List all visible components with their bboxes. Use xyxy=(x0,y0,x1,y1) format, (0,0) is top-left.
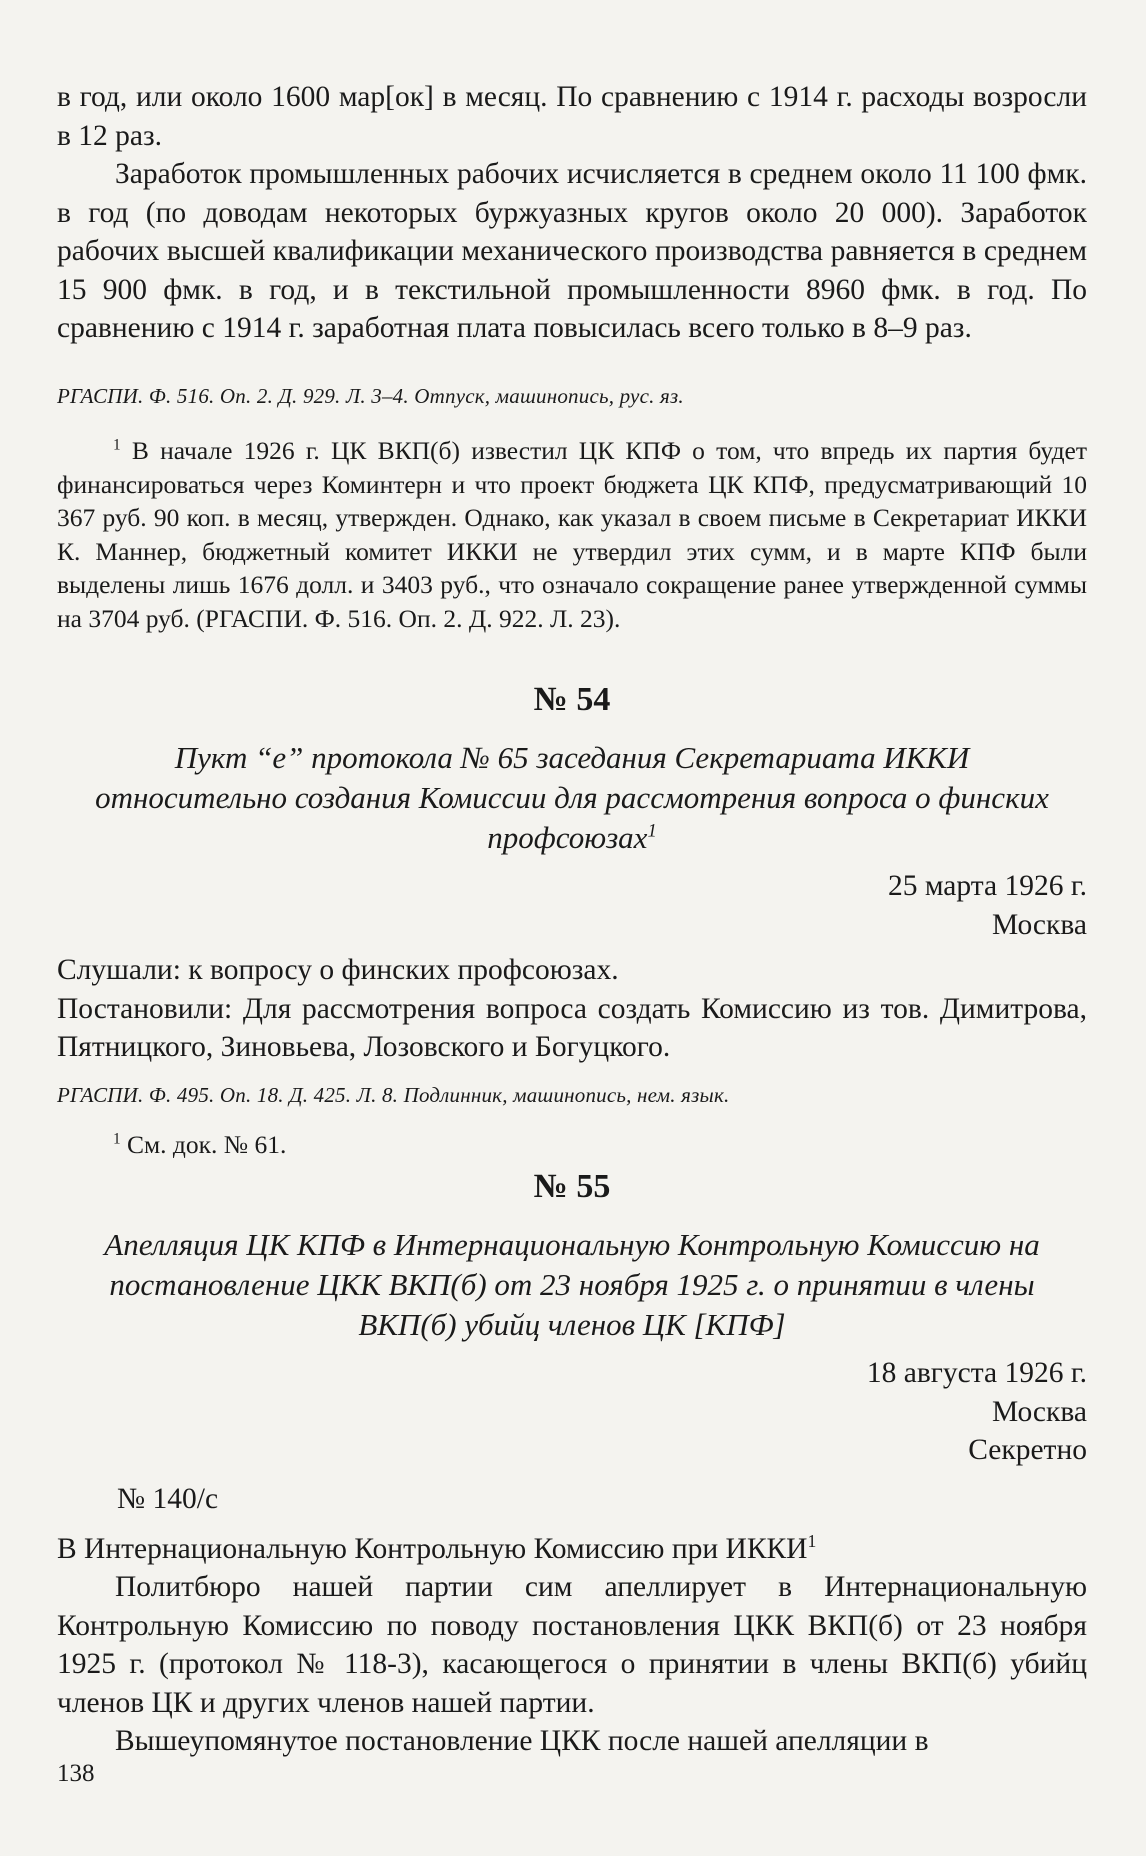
doc-55-title xyxy=(57,1225,1087,1345)
doc-54-title xyxy=(57,738,1087,858)
addressee-footnote-marker: 1 xyxy=(807,1530,817,1551)
archive-reference: РГАСПИ. Ф. 495. Оп. 18. Д. 425. Л. 8. Подлинник, машинопись, нем. язык. xyxy=(57,1083,730,1107)
page-number: 138 xyxy=(57,1760,95,1787)
footnote xyxy=(57,434,1087,635)
doc-55-body xyxy=(57,1480,1087,1761)
source-note xyxy=(57,383,1087,409)
doc-54-footnote xyxy=(57,1128,1087,1162)
doc-54-body xyxy=(57,951,1087,1067)
top-continuation xyxy=(57,78,1087,348)
doc-55-dateline xyxy=(57,1354,1087,1470)
addressee xyxy=(57,1530,1087,1569)
paragraph: Вышеупомянутое постановление ЦКК после нашей апелляции в xyxy=(115,1725,929,1757)
document-number: № 54 xyxy=(533,681,611,718)
footnote-marker: 1 xyxy=(113,1130,121,1148)
document-place: Москва xyxy=(991,908,1087,941)
page-footer xyxy=(57,1760,95,1788)
footnote-block xyxy=(57,434,1087,635)
heard-line: Слушали: к вопросу о финских профсоюзах. xyxy=(57,954,619,986)
document-date: 18 августа 1926 г. xyxy=(866,1357,1087,1389)
doc-54-dateline xyxy=(57,867,1087,944)
title-text: Пукт “е” протокола № 65 заседания Секретариата ИККИ относительно создания Комиссии для рассмотрения вопроса о финских профсоюзах xyxy=(95,740,1049,855)
paragraph: в год, или около 1600 мар[ок] в месяц. По сравнению с 1914 г. расходы возросли в 12 раз. xyxy=(57,81,1087,152)
footnote-text: См. док. № 61. xyxy=(127,1130,287,1159)
footnote-text: В начале 1926 г. ЦК ВКП(б) известил ЦК КПФ о том, что впредь их партия будет финансироваться через Коминтерн и что проект бюджета ЦК КПФ, предусматривающий 10 367 руб. 90 коп. в месяц, утвержден. Однако, как указал в своем письме в Секретариат ИККИ К. Маннер, бюджетный комитет ИККИ не утвердил этих сумм, и в марте КПФ были выделены лишь 1676 долл. и 3403 руб., что означало сокращение ранее утвержденной суммы на 3704 руб. (РГАСПИ. Ф. 516. Оп. 2. Д. 922. Л. 23). xyxy=(57,436,1088,633)
classification-mark: Секретно xyxy=(968,1434,1087,1466)
resolved-line: Постановили: Для рассмотрения вопроса создать Комиссию из тов. Димитрова, Пятницкого, Зиновьева, Лозовского и Богуцкого. xyxy=(57,992,1087,1063)
footnote xyxy=(57,1128,1087,1162)
archive-reference: РГАСПИ. Ф. 516. Оп. 2. Д. 929. Л. 3–4. Отпуск, машинопись, рус. яз. xyxy=(57,384,684,408)
doc-54 xyxy=(57,680,1087,720)
document-title xyxy=(57,738,1087,858)
document-title: Апелляция ЦК КПФ в Интернациональную Контрольную Комиссию на постановление ЦКК ВКП(б) от 23 ноября 1925 г. о принятии в члены ВКП(б) убийц членов ЦК [КПФ] xyxy=(104,1227,1040,1342)
footnote-marker: 1 xyxy=(113,436,121,454)
doc-54-source xyxy=(57,1082,1087,1108)
document-place: Москва xyxy=(991,1395,1087,1428)
doc-55 xyxy=(57,1167,1087,1207)
document-date: 25 марта 1926 г. xyxy=(887,870,1087,902)
title-footnote-marker: 1 xyxy=(647,820,657,842)
paragraph: Политбюро нашей партии сим апеллирует в Интернациональную Контрольную Комиссию по поводу постановления ЦКК ВКП(б) от 23 ноября 1925 г. (протокол № 118-3), касающегося о принятии в члены ВКП(б) убийц членов ЦК и других членов нашей партии. xyxy=(57,1571,1087,1719)
paragraph: Заработок промышленных рабочих исчисляется в среднем около 11 100 фмк. в год (по доводам некоторых буржуазных кругов около 20 000). Заработок рабочих высшей квалификации механического производства равняется в среднем 15 900 фмк. в год, и в текстильной промышленности 8960 фмк. в год. По сравнению с 1914 г. заработная плата повысилась всего только в 8–9 раз. xyxy=(57,158,1087,344)
addressee-text: В Интернациональную Контрольную Комиссию при ИККИ xyxy=(57,1532,808,1565)
document-number: № 55 xyxy=(533,1168,611,1205)
reference-number: № 140/с xyxy=(117,1483,219,1515)
